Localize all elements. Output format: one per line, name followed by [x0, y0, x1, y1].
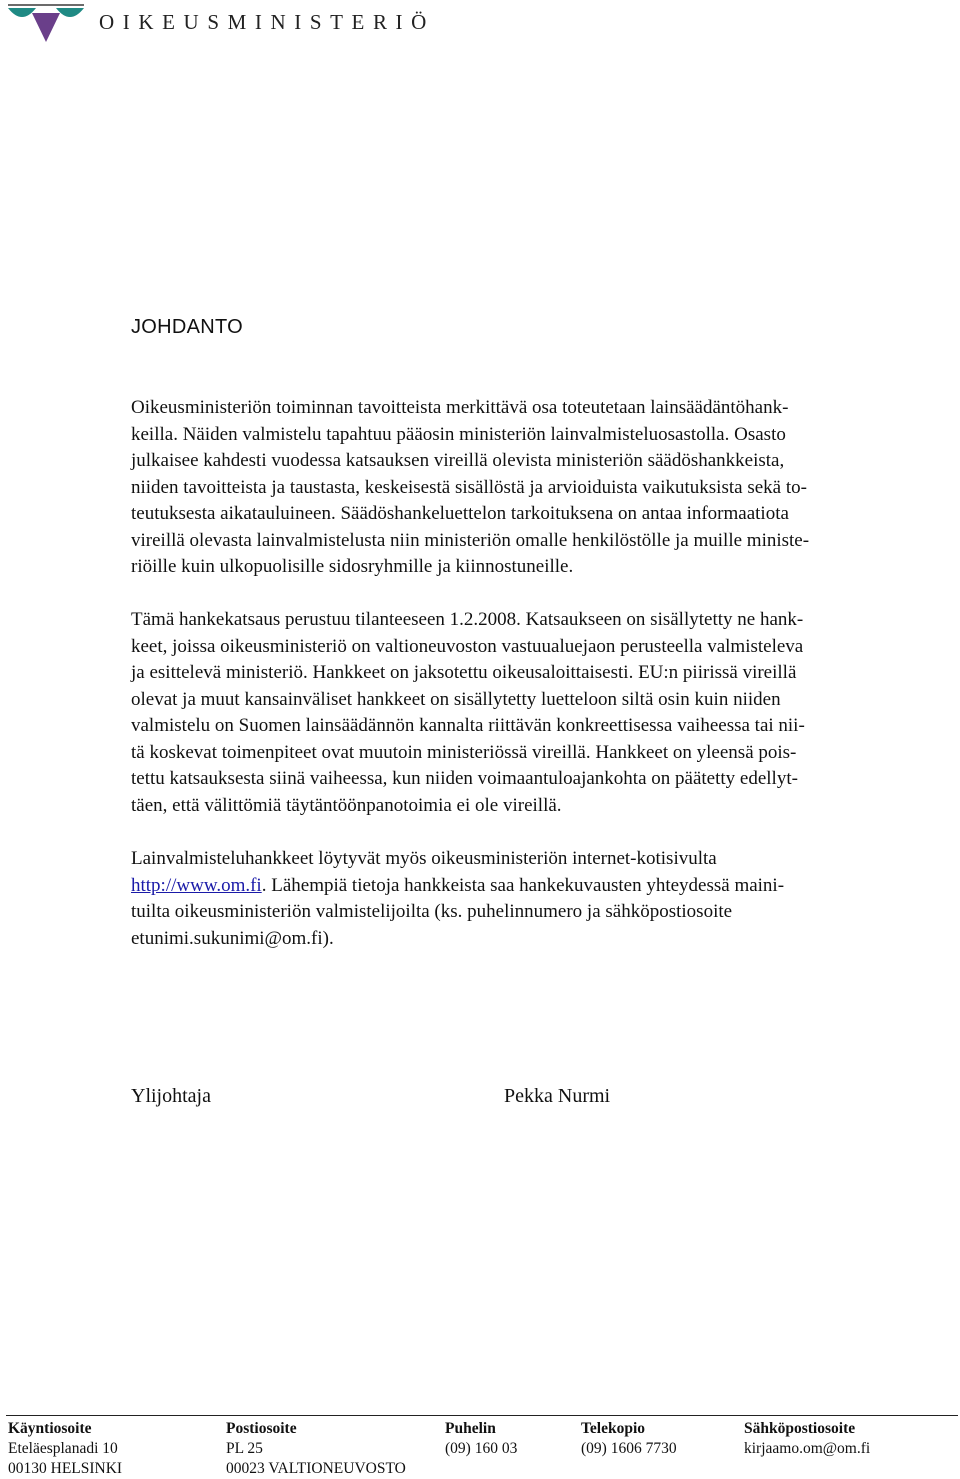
- text-line: täen, että välittömiä täytäntöönpanotoimia ei ole vireillä.: [131, 794, 562, 816]
- text-line: Oikeusministeriön toiminnan tavoitteista merkittävä osa toteutetaan lainsäädäntöhank-: [131, 397, 789, 418]
- text-line: vireillä olevasta lainvalmistelusta niin ministeriön omalle henkilöstölle ja muille ministe-: [131, 529, 810, 551]
- footer-value: (09) 1606 7730: [581, 1440, 677, 1457]
- footer-label: Sähköpostiosoite: [744, 1420, 856, 1437]
- footer-value: Eteläesplanadi 10: [8, 1440, 118, 1457]
- text-line: julkaisee kahdesti vuodessa katsauksen vireillä olevista ministeriön säädöshankkeista,: [131, 450, 785, 471]
- logo-triangle: [32, 13, 60, 42]
- text-span: . Lähempiä tietoja hankkeista saa hankekuvausten yhteydessä maini-: [261, 874, 785, 896]
- footer-value: kirjaamo.om@om.fi: [744, 1440, 871, 1457]
- text-line: tettu katsauksesta siinä vaiheessa, kun niiden voimaantuloajankohta on päätetty edellyt-: [131, 768, 798, 789]
- footer-label: Telekopio: [581, 1420, 646, 1437]
- paragraph-intro: [131, 395, 951, 581]
- text-line: keet, joissa oikeusministeriö on valtioneuvoston vastuualuejaon perusteella valmisteleva: [131, 635, 804, 657]
- text-line: Tämä hankekatsaus perustuu tilanteeseen 1.2.2008. Katsaukseen on sisällytetty ne hank-: [131, 609, 804, 630]
- ministry-logo: [6, 4, 86, 44]
- text-line: keilla. Näiden valmistelu tapahtuu pääosin ministeriön lainvalmisteluosastolla. Osasto: [131, 423, 786, 445]
- footer-divider: [6, 1415, 958, 1416]
- footer-visiting-address: [8, 1419, 122, 1479]
- paragraph-scope: [131, 607, 951, 819]
- text-line: olevat ja muut kansainväliset hankkeet on sisällytetty luetteloon siltä osin kuin niiden: [131, 688, 781, 710]
- text-line: ja esittelevä ministeriö. Hankkeet on jaksotettu oikeusaloittaisesti. EU:n piirissä vireillä: [131, 662, 797, 683]
- footer-value: 00130 HELSINKI: [8, 1460, 123, 1477]
- footer-value: (09) 160 03: [445, 1440, 518, 1457]
- logo-left-bowl: [8, 8, 36, 17]
- footer-label: Postiosoite: [226, 1420, 297, 1437]
- signature-title: Ylijohtaja: [131, 1085, 211, 1107]
- text-line: tuilta oikeusministeriön valmistelijoilta (ks. puhelinnumero ja sähköpostiosoite: [131, 901, 733, 922]
- website-link[interactable]: http://www.om.fi: [131, 874, 262, 896]
- footer-postal-address: [226, 1419, 406, 1479]
- text-line: [131, 873, 951, 900]
- text-line: Lainvalmisteluhankkeet löytyvät myös oikeusministeriön internet-kotisivulta: [131, 848, 717, 869]
- footer-fax: [581, 1419, 677, 1459]
- logo-text: OIKEUSMINISTERIÖ: [99, 10, 435, 34]
- text-line: teutuksesta aikatauluineen. Säädöshankeluettelon tarkoituksena on antaa informaatiota: [131, 503, 789, 524]
- text-line: tä koskevat toimenpiteet ovat muutoin ministeriössä vireillä. Hankkeet on yleensä pois-: [131, 741, 797, 763]
- footer-value: PL 25: [226, 1440, 263, 1457]
- signature-name: Pekka Nurmi: [504, 1085, 611, 1107]
- footer-label: Puhelin: [445, 1420, 496, 1437]
- page-title: JOHDANTO: [131, 316, 244, 338]
- text-line: riöille kuin ulkopuolisille sidosryhmille ja kiinnostuneille.: [131, 556, 574, 577]
- text-line: valmistelu on Suomen lainsäädännön kannalta riittävän konkreettisessa vaiheessa tai nii-: [131, 715, 805, 736]
- paragraph-contact: [131, 846, 951, 952]
- footer-value: 00023 VALTIONEUVOSTO: [226, 1460, 406, 1477]
- logo-right-bowl: [56, 8, 84, 17]
- footer-phone: [445, 1419, 517, 1459]
- logo-bar: [8, 4, 84, 6]
- footer-email: [744, 1419, 870, 1459]
- text-line: niiden tavoitteista ja taustasta, keskeisestä sisällöstä ja arvioiduista vaikutuksista sekä to-: [131, 476, 807, 498]
- footer-label: Käyntiosoite: [8, 1420, 92, 1437]
- text-line: etunimi.sukunimi@om.fi).: [131, 927, 334, 949]
